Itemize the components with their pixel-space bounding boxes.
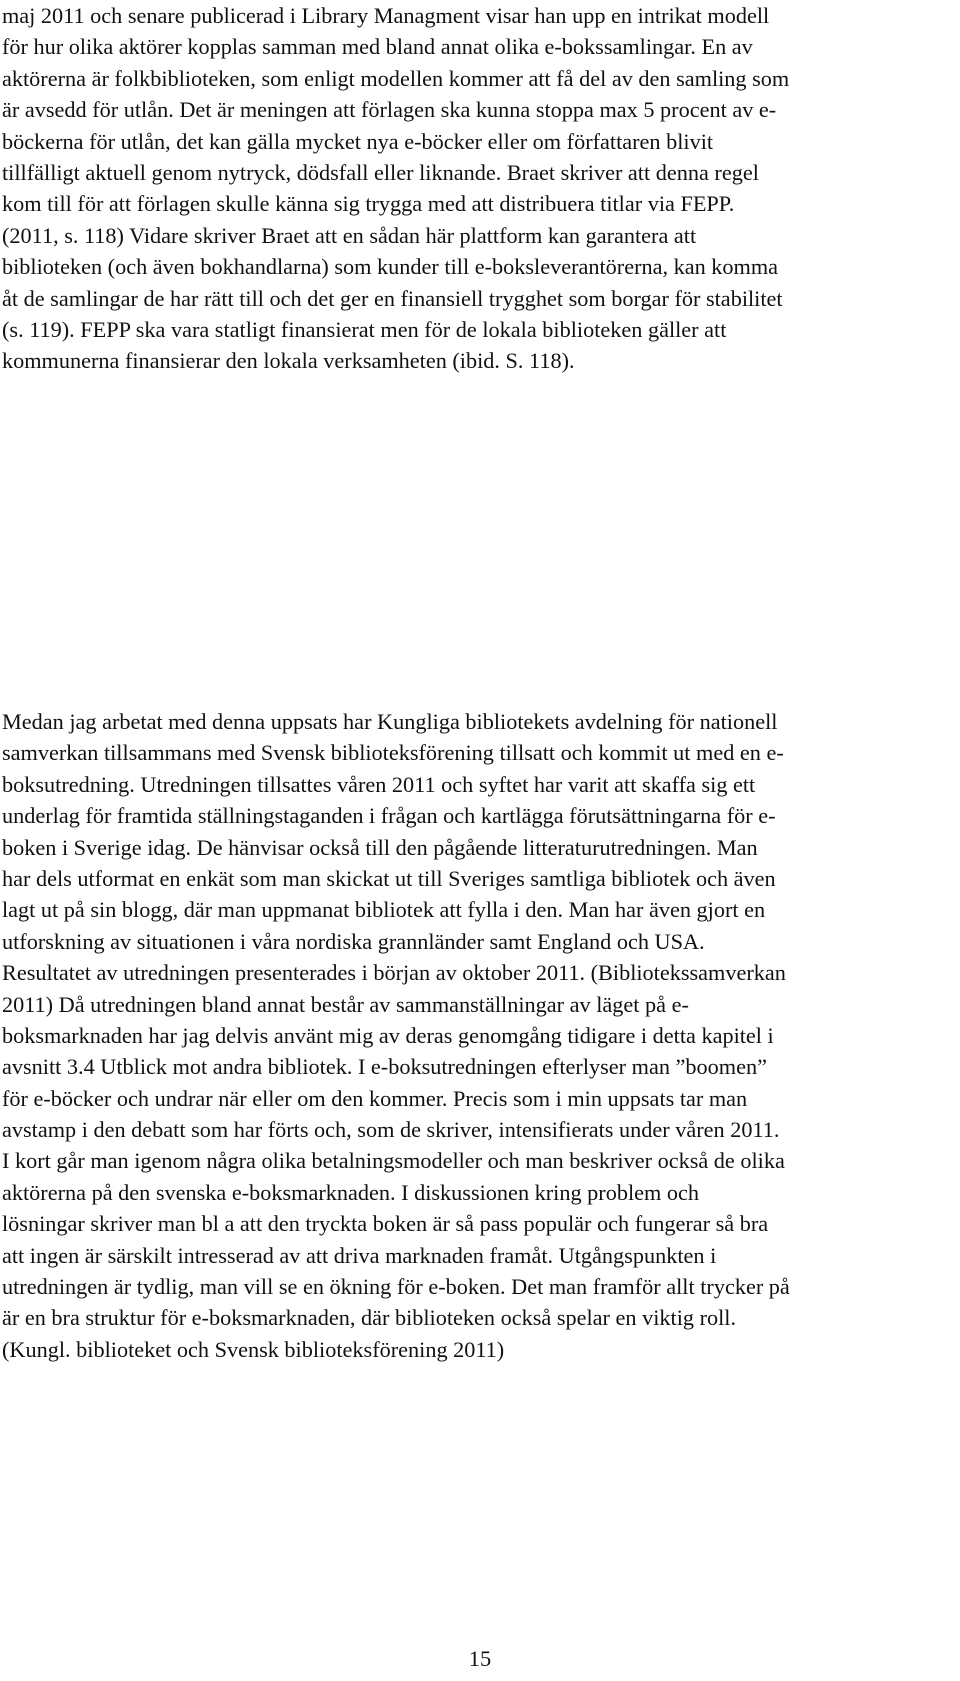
- text-line: boksutredning. Utredningen tillsattes våren 2011 och syftet har varit att skaffa sig ett: [2, 771, 756, 797]
- text-line: (Kungl. biblioteket och Svensk biblioteksförening 2011): [2, 1336, 505, 1362]
- text-line: boksmarknaden har jag delvis använt mig av deras genomgång tidigare i detta kapitel i: [2, 1022, 774, 1048]
- text-line: aktörerna är folkbiblioteken, som enligt modellen kommer att få del av den samling som: [2, 65, 790, 91]
- text-line: Resultatet av utredningen presenterades i början av oktober 2011. (Bibliotekssamverkan: [2, 960, 786, 986]
- text-line: biblioteken (och även bokhandlarna) som kunder till e-boksleverantörerna, kan komma: [2, 254, 779, 280]
- text-line: lagt ut på sin blogg, där man uppmanat bibliotek att fylla i den. Man har även gjort en: [2, 897, 766, 923]
- text-line: aktörerna på den svenska e-boksmarknaden. I diskussionen kring problem och: [2, 1179, 700, 1205]
- paragraph-library-management: [0, 0, 960, 377]
- text-line: för e-böcker och undrar när eller om den kommer. Precis som i min uppsats tar man: [2, 1085, 748, 1111]
- text-line: att ingen är särskilt intresserad av att driva marknaden framåt. Utgångspunkten i: [2, 1242, 717, 1268]
- text-line: (s. 119). FEPP ska vara statligt finansierat men för de lokala biblioteken gäller att: [2, 316, 727, 342]
- text-line: tillfälligt aktuell genom nytryck, dödsfall eller liknande. Braet skriver att denna regel: [2, 159, 759, 185]
- text-line: lösningar skriver man bl a att den tryckta boken är så pass populär och fungerar så bra: [2, 1211, 769, 1237]
- text-line: (2011, s. 118) Vidare skriver Braet att en sådan här plattform kan garantera att: [2, 222, 697, 248]
- paragraph-e-book-inquiry: [0, 706, 960, 1365]
- text-line: utforskning av situationen i våra nordiska grannländer samt England och USA.: [2, 928, 705, 954]
- text-line: utredningen är tydlig, man vill se en ökning för e-boken. Det man framför allt trycker på: [2, 1274, 790, 1300]
- text-line: för hur olika aktörer kopplas samman med bland annat olika e-bokssamlingar. En av: [2, 34, 753, 60]
- text-line: underlag för framtida ställningstaganden i frågan och kartlägga förutsättningarna för e-: [2, 803, 776, 829]
- text-line: är avsedd för utlån. Det är meningen att förlagen ska kunna stoppa max 5 procent av e-: [2, 97, 777, 123]
- text-line: har dels utformat en enkät som man skickat ut till Sveriges samtliga bibliotek och även: [2, 865, 776, 891]
- page-number: 15: [468, 1646, 492, 1671]
- text-line: avstamp i den debatt som har förts och, som de skriver, intensifierats under våren 2011.: [2, 1117, 780, 1143]
- text-line: I kort går man igenom några olika betalningsmodeller och man beskriver också de olika: [2, 1148, 785, 1174]
- text-line: är en bra struktur för e-boksmarknaden, där biblioteken också spelar en viktig roll.: [2, 1305, 737, 1331]
- text-line: samverkan tillsammans med Svensk biblioteksförening tillsatt och kommit ut med en e-: [2, 740, 784, 766]
- text-line: Medan jag arbetat med denna uppsats har Kungliga bibliotekets avdelning för nationell: [2, 709, 778, 734]
- text-line: kommunerna finansierar den lokala verksamheten (ibid. S. 118).: [2, 348, 575, 374]
- text-line: kom till för att förlagen skulle känna sig trygga med att distribuera titlar via FEPP.: [2, 191, 735, 217]
- text-line: 2011) Då utredningen bland annat består av sammanställningar av läget på e-: [2, 991, 689, 1017]
- text-line: maj 2011 och senare publicerad i Library Managment visar han upp en intrikat modell: [2, 3, 770, 28]
- text-line: åt de samlingar de har rätt till och det ger en finansiell trygghet som borgar för stabilitet: [2, 285, 783, 311]
- text-line: boken i Sverige idag. De hänvisar också till den pågående litteraturutredningen. Man: [2, 834, 758, 860]
- text-line: böckerna för utlån, det kan gälla mycket nya e-böcker eller om författaren blivit: [2, 128, 714, 154]
- text-line: avsnitt 3.4 Utblick mot andra bibliotek. I e-boksutredningen efterlyser man ”boomen”: [2, 1054, 767, 1080]
